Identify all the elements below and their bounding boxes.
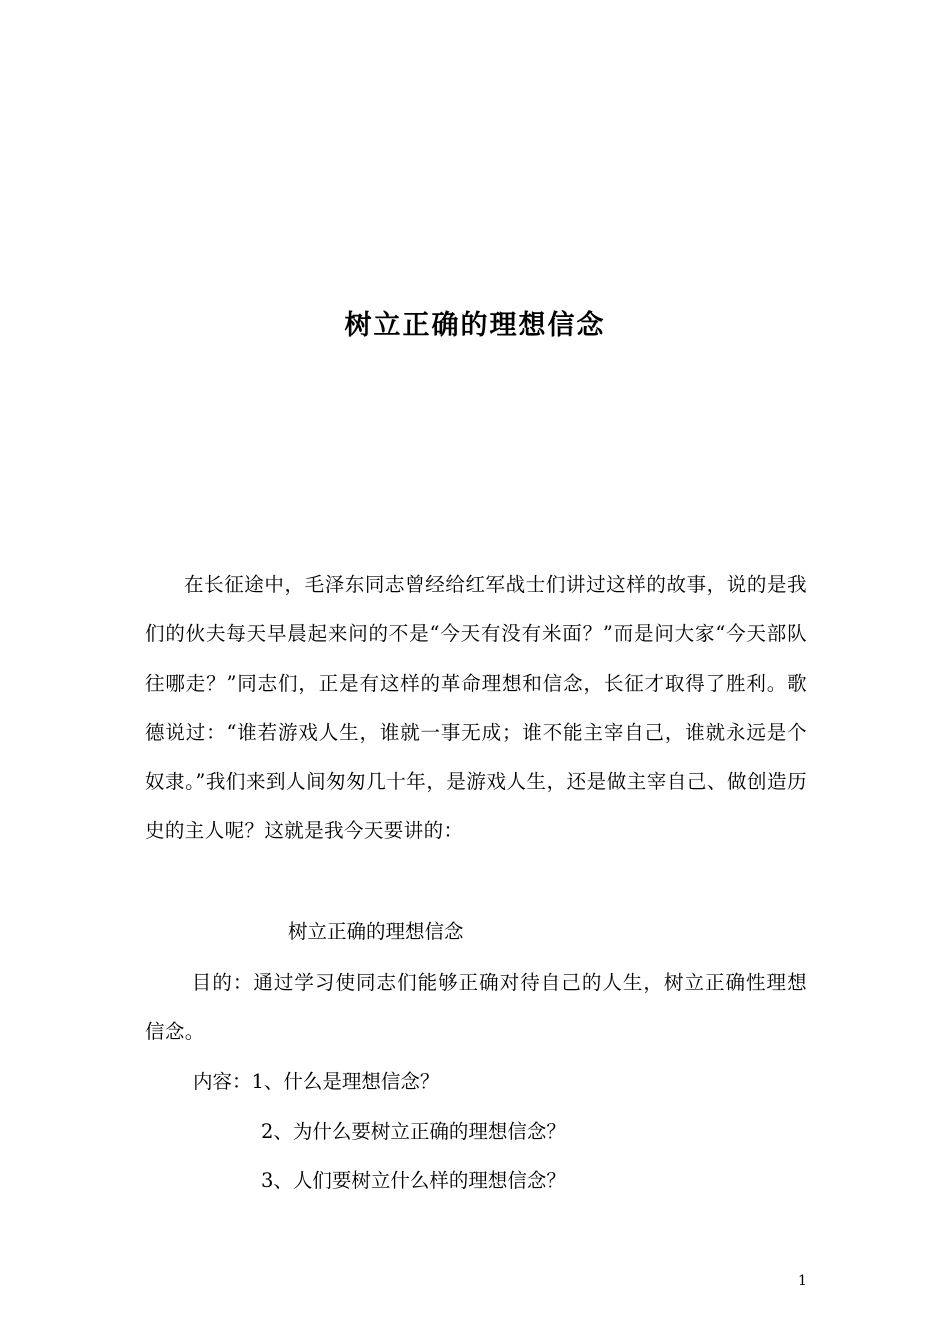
contents-item-3 — [261, 1167, 566, 1195]
contents-label: 内容： — [193, 1070, 252, 1093]
page-title: 树立正确的理想信念 — [344, 310, 606, 341]
intro-paragraph: 在长征途中，毛泽东同志曾经给红军战士们讲过这样的故事，说的是我们的伙夫每天早晨起来问的不是“今天有没有米面？”而是问大家“今天部队往哪走？”同志们，正是有这样的革命理想和信念，长征才取得了胜利。歌德说过：“谁若游戏人生，谁就一事无成；谁不能主宰自己，谁就永远是个奴隶。”我们来到人间匆匆几十年，是游戏人生，还是做主宰自己、做创造历史的主人呢？这就是我今天要讲的： — [145, 573, 807, 843]
contents-item-2 — [261, 1118, 566, 1146]
contents-item-text: 1、什么是理想信念？ — [251, 1070, 440, 1093]
contents-item-text: 3、人们要树立什么样的理想信念？ — [261, 1169, 566, 1192]
page-number: 1 — [798, 1273, 807, 1289]
section-subtitle: 树立正确的理想信念 — [288, 920, 464, 943]
purpose-paragraph: 目的：通过学习使同志们能够正确对待自己的人生，树立正确性理想信念。 — [145, 971, 807, 1044]
contents-item-text: 2、为什么要树立正确的理想信念？ — [261, 1120, 566, 1143]
contents-item-1 — [193, 1068, 439, 1096]
